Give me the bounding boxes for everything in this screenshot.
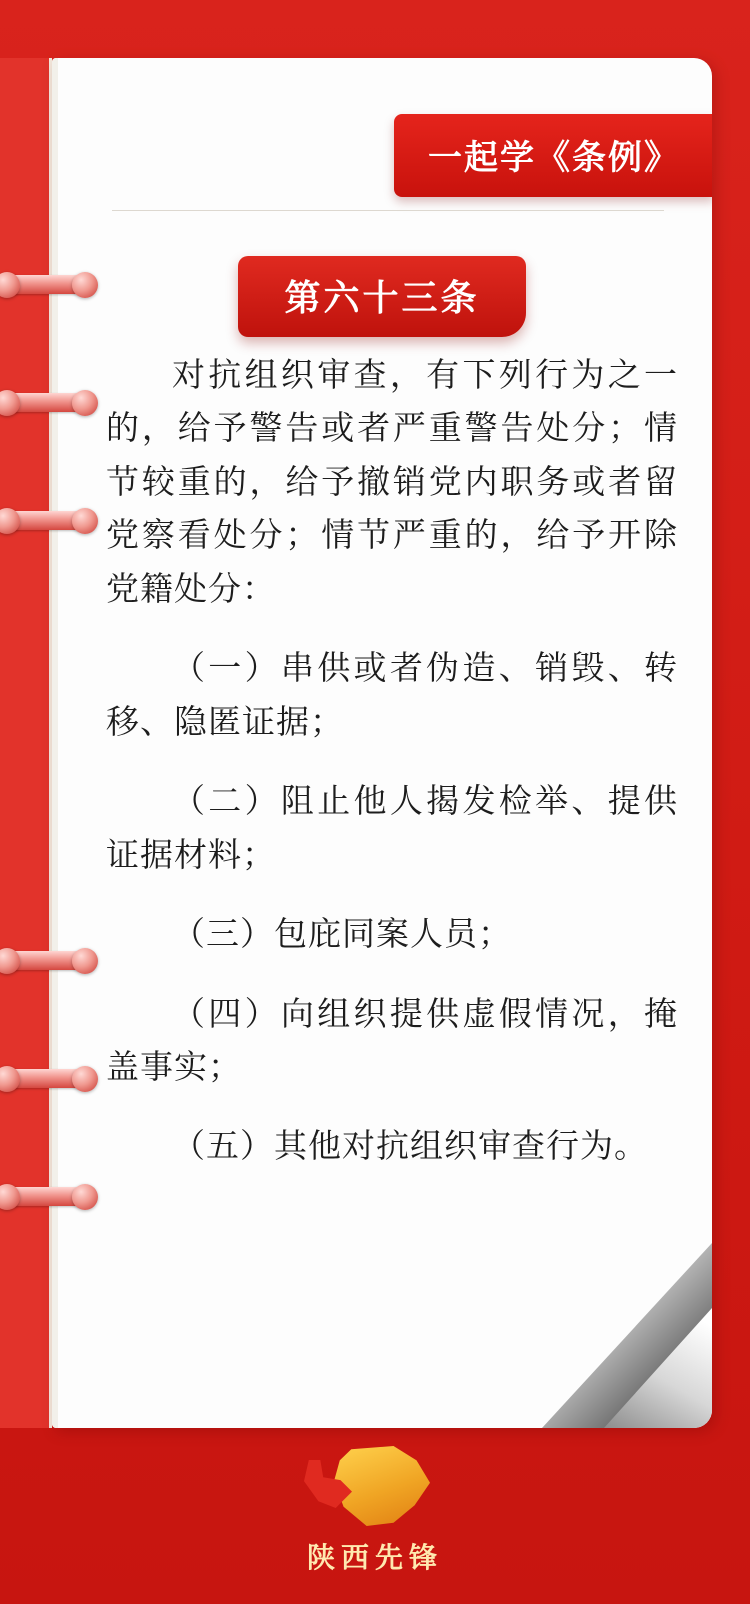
map-shape-icon: [334, 1446, 430, 1526]
binder-knob-right: [72, 508, 98, 534]
article-clause-3: （三）包庇同案人员；: [172, 915, 512, 953]
article-body: [106, 348, 678, 1199]
binder-ring-6: [0, 1184, 100, 1210]
article-clause-5: （五）其他对抗组织审查行为。: [172, 1127, 648, 1165]
binder-spine: [0, 58, 52, 1428]
binder-knob-left: [0, 948, 20, 974]
binder-ring-1: [0, 272, 100, 298]
binder-knob-right: [72, 390, 98, 416]
article-clause-1: （一）串供或者伪造、销毁、转移、隐匿证据；: [106, 649, 678, 740]
binder-ring-2: [0, 390, 100, 416]
binder-ring-4: [0, 948, 100, 974]
footer: [0, 1446, 750, 1576]
binder-ring-3: [0, 508, 100, 534]
series-title-ribbon: 一起学《条例》: [394, 114, 712, 197]
header-divider: [112, 210, 664, 211]
article-clause-2: （二）阻止他人揭发检举、提供证据材料；: [106, 782, 678, 873]
article-badge-wrap: [52, 256, 712, 337]
footer-logo-text: 陕西先锋: [306, 1542, 443, 1573]
shaanxi-map-icon: [300, 1446, 450, 1532]
article-clause-4: （四）向组织提供虚假情况，掩盖事实；: [106, 994, 678, 1085]
article-paragraph: 对抗组织审查，有下列行为之一的，给予警告或者严重警告处分；情节较重的，给予撤销党内职务或者留党察看处分；情节严重的，给予开除党籍处分：: [106, 356, 678, 607]
binder-knob-right: [72, 1066, 98, 1092]
binder-knob-left: [0, 272, 20, 298]
binder-knob-right: [72, 1184, 98, 1210]
binder-knob-left: [0, 1184, 20, 1210]
binder-knob-left: [0, 1066, 20, 1092]
binder-knob-left: [0, 390, 20, 416]
binder-ring-5: [0, 1066, 100, 1092]
binder-knob-left: [0, 508, 20, 534]
binder-knob-right: [72, 272, 98, 298]
document-card: [52, 58, 712, 1428]
article-number-badge: 第六十三条: [238, 256, 525, 337]
binder-knob-right: [72, 948, 98, 974]
